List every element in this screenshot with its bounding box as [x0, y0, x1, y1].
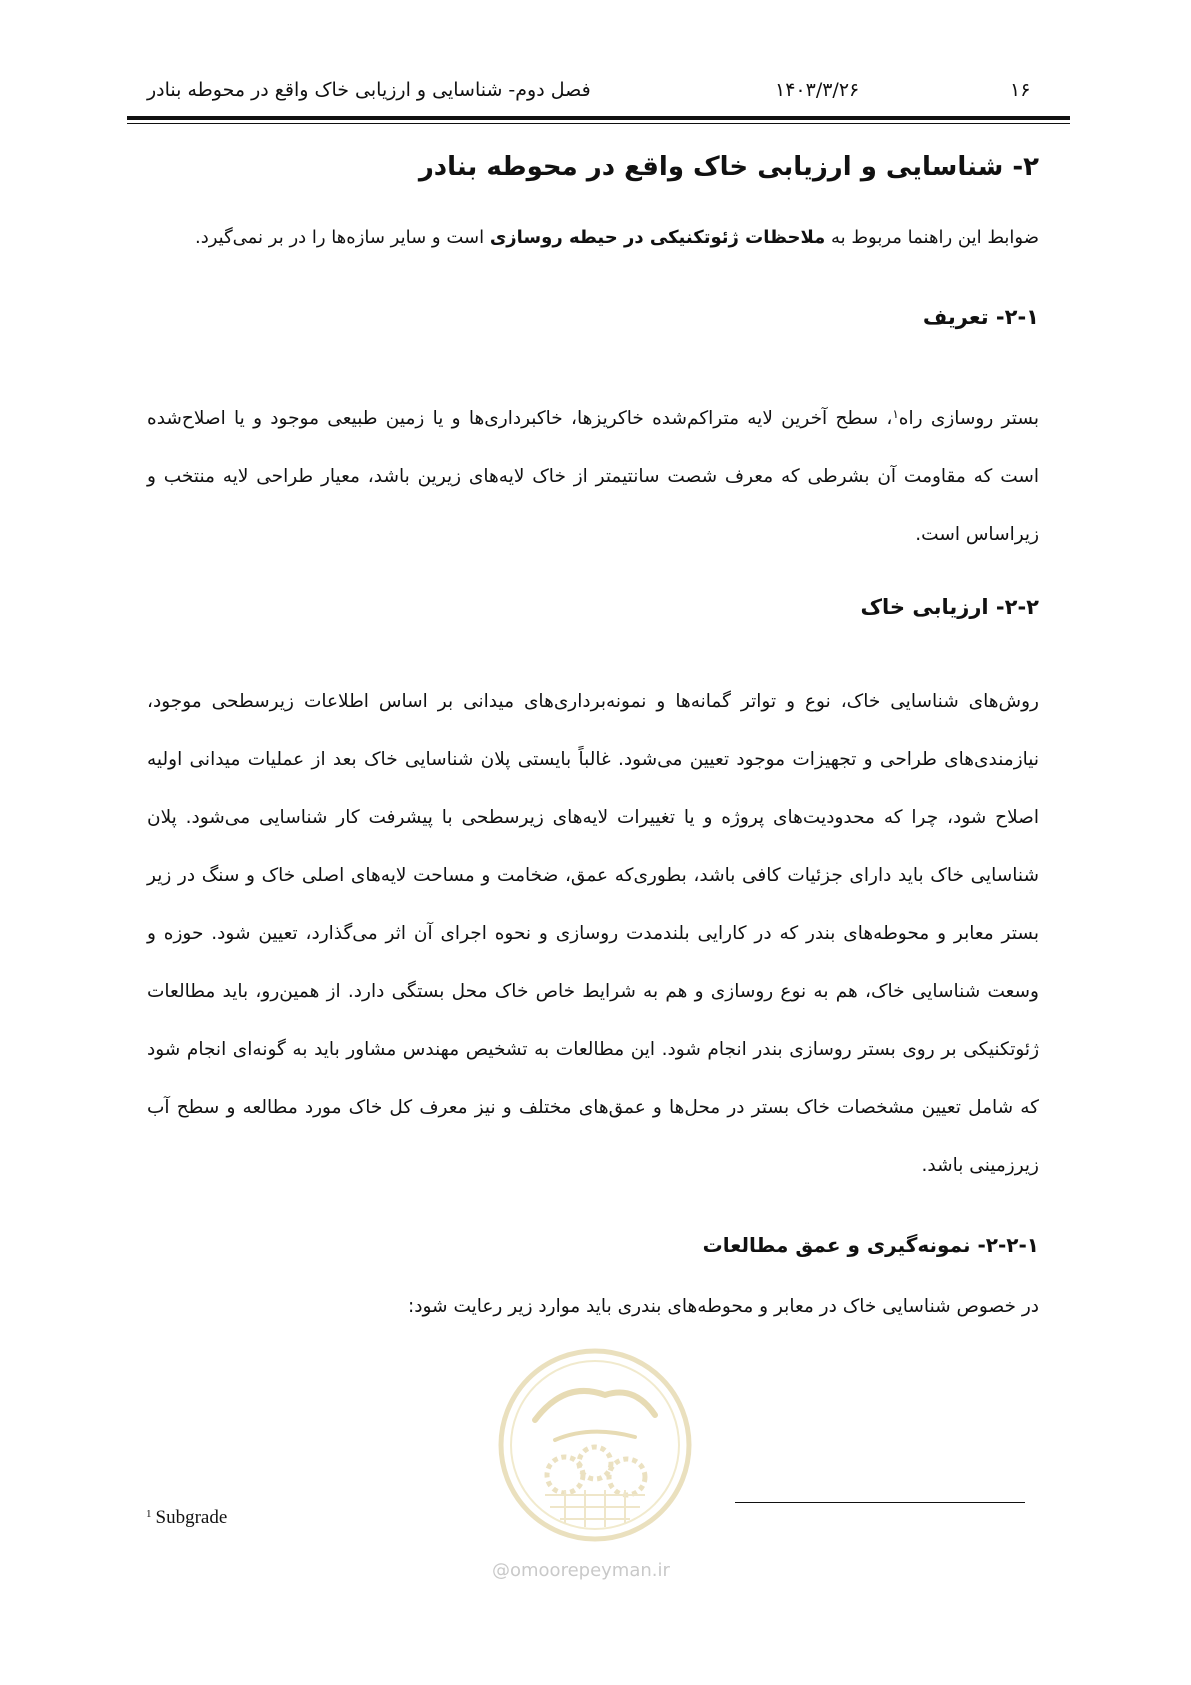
watermark-url — [492, 1560, 670, 1581]
subsubsection-heading-sampling: ۲-۲-۱- نمونه‌گیری و عمق مطالعات — [702, 1233, 1039, 1257]
definition-text-rest: ، سطح آخرین لایه متراکم‌شده خاکریزها، خاکبرداری‌ها و یا زمین طبیعی موجود و یا اصلاح‌شده است که مقاومت آن بشرطی که معرف شصت سانتیمتر از خاک لایه‌های زیرین باشد، معیار طراحی لایه منتخب و زیراساس است. — [147, 408, 1039, 545]
evaluation-paragraph: روش‌های شناسایی خاک، نوع و تواتر گمانه‌ها و نمونه‌برداری‌های میدانی بر اساس اطلاعات زیرسطحی موجود، نیازمندی‌های طراحی و تجهیزات موجود تعیین می‌شود. غالباً بایستی پلان شناسایی خاک بعد از عملیات میدانی اولیه اصلاح شود، چرا که محدودیت‌های پروژه و یا تغییرات لایه‌های زیرسطحی با پیشرفت کار شناسایی می‌شود. پلان شناسایی خاک باید دارای جزئیات کافی باشد، بطوری‌که عمق، ضخامت و مساحت لایه‌های اصلی خاک و سنگ در زیر بستر معابر و محوطه‌های بندر که در کارایی بلندمدت روسازی و نحوه اجرای آن اثر می‌گذارد، تعیین شود. حوزه و وسعت شناسایی خاک، هم به نوع روسازی و هم به شرایط خاص خاک محل بستگی دارد. از همین‌رو، باید مطالعات ژئوتکنیکی بر روی بستر روسازی بندر انجام شود. این مطالعات به تشخیص مهندس مشاور باید به گونه‌ای انجام شود که شامل تعیین مشخصات خاک بستر در محل‌ها و عمق‌های مختلف و نیز معرف کل خاک مورد مطالعه و سطح آب زیرزمینی باشد. — [147, 691, 1039, 1176]
sampling-paragraph: در خصوص شناسایی خاک در معابر و محوطه‌های بندری باید موارد زیر رعایت شود: — [408, 1296, 1039, 1317]
section-heading: ۲- شناسایی و ارزیابی خاک واقع در محوطه بنادر — [418, 152, 1039, 182]
header-page-number: ۱۶ — [1010, 79, 1031, 101]
watermark-logo-icon — [495, 1345, 695, 1545]
watermark-url-text: omoorepeyman.ir — [510, 1560, 670, 1581]
intro-text-end: است و سایر سازه‌ها را در بر نمی‌گیرد. — [194, 227, 490, 248]
intro-bold-text: ملاحظات ژئوتکنیکی در حیطه روسازی — [489, 227, 826, 248]
footnote-text: Subgrade — [155, 1507, 228, 1528]
definition-text-start: بستر روسازی راه — [898, 408, 1039, 429]
footnote-number: 1 — [146, 1508, 152, 1520]
header-date: ۱۴۰۳/۳/۲۶ — [775, 79, 860, 101]
section-intro — [195, 227, 1039, 248]
watermark-at-icon: @ — [492, 1560, 510, 1581]
subsection-heading-evaluation: ۲-۲- ارزیابی خاک — [860, 595, 1039, 619]
footnote — [146, 1507, 227, 1529]
intro-text-start: ضوابط این راهنما مربوط به — [825, 227, 1039, 248]
footnote-separator — [735, 1502, 1025, 1503]
definition-paragraph — [147, 385, 1039, 564]
header-rule-thin — [127, 123, 1070, 124]
footnote-reference: ۱ — [892, 407, 899, 421]
subsection-heading-definition: ۲-۱- تعریف — [922, 305, 1039, 329]
header-chapter-title: فصل دوم- شناسایی و ارزیابی خاک واقع در محوطه بنادر — [147, 79, 591, 101]
header-rule-thick — [127, 116, 1070, 120]
